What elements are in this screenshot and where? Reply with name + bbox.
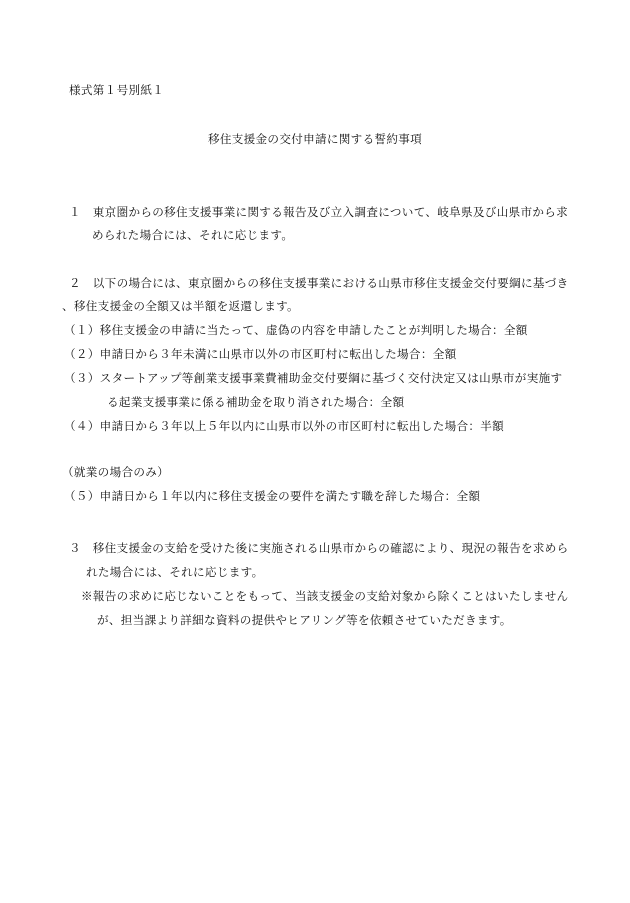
- section-2-item-2: （２）申請日から３年未満に山県市以外の市区町村に転出した場合：全額: [64, 347, 457, 361]
- section-2-item-4: （４）申請日から３年以上５年以内に山県市以外の市区町村に転出した場合：半額: [64, 419, 505, 433]
- section-2-item-1: （１）移住支援金の申請に当たって、虚偽の内容を申請したことが判明した場合：全額: [64, 323, 528, 337]
- section-2-item-3-line-2: る起業支援事業に係る補助金を取り消された場合：全額: [107, 395, 405, 409]
- employment-only-note: （就業の場合のみ）: [62, 465, 170, 479]
- section-1-line-1: １ 東京圏からの移住支援事業に関する報告及び立入調査について、岐阜県及び山県市から求: [69, 205, 569, 219]
- section-3-note-line-2: が、担当課より詳細な資料の提供やヒアリング等を依頼させていただきます。: [97, 613, 512, 627]
- form-number: 様式第１号別紙１: [69, 83, 165, 97]
- section-2-line-1: ２ 以下の場合には、東京圏からの移住支援事業における山県市移住支援金交付要綱に基づき: [69, 276, 569, 290]
- section-3-line-2: れた場合には、それに応じます。: [86, 565, 264, 579]
- section-2-item-5: （５）申請日から１年以内に移住支援金の要件を満たす職を辞した場合：全額: [64, 489, 481, 503]
- section-3-note-line-1: ※報告の求めに応じないことをもって、当該支援金の支給対象から除くことはいたしません: [81, 589, 569, 603]
- section-1-line-2: められた場合には、それに応じます。: [92, 228, 294, 242]
- document-title: 移住支援金の交付申請に関する誓約事項: [207, 132, 423, 146]
- section-2-line-2: 、移住支援金の全額又は半額を返還します。: [62, 299, 299, 313]
- section-2-item-3-line-1: （３）スタートアップ等創業支援事業費補助金交付要綱に基づく交付決定又は山県市が実施す: [64, 371, 563, 385]
- section-3-line-1: ３ 移住支援金の支給を受けた後に実施される山県市からの確認により、現況の報告を求めら: [69, 541, 569, 555]
